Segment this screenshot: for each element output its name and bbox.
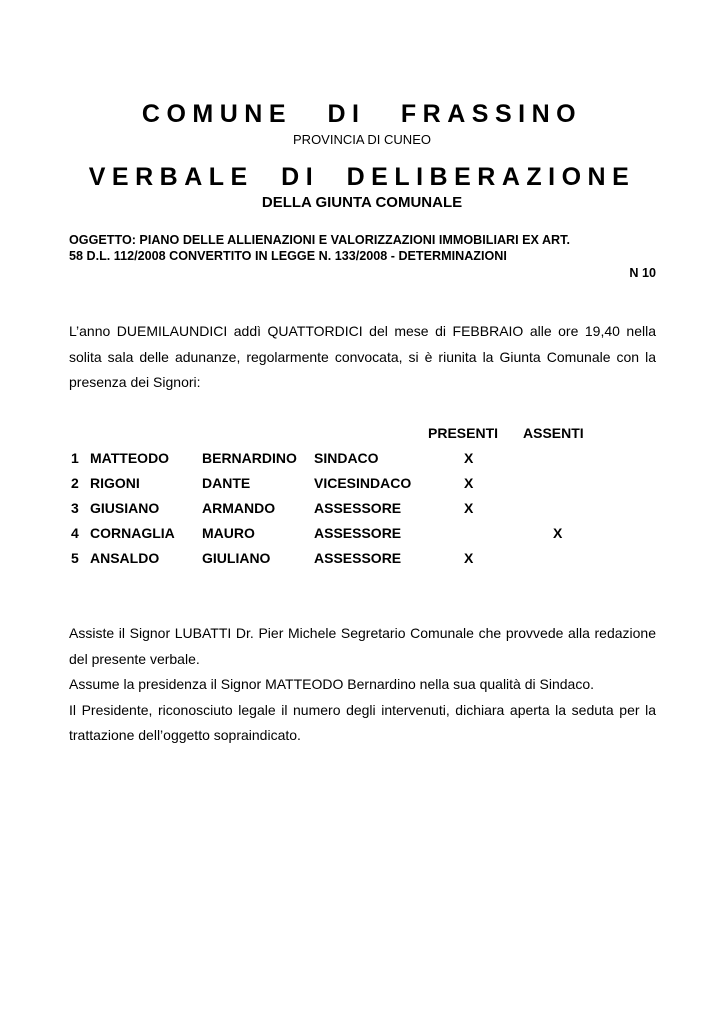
oggetto-line-2: 58 D.L. 112/2008 CONVERTITO IN LEGGE N. 133/2008 - DETERMINAZIONI bbox=[69, 249, 507, 263]
member-surname: RIGONI bbox=[90, 475, 140, 491]
member-number: 4 bbox=[71, 525, 79, 541]
member-row bbox=[0, 450, 724, 470]
member-presente-mark: X bbox=[464, 475, 474, 491]
provincia-subtitle: PROVINCIA DI CUNEO bbox=[293, 132, 431, 147]
member-row bbox=[0, 550, 724, 570]
giunta-subtitle: DELLA GIUNTA COMUNALE bbox=[261, 194, 463, 211]
member-role: ASSESSORE bbox=[314, 500, 402, 516]
member-number: 1 bbox=[71, 450, 79, 466]
deliberation-number: N 10 bbox=[629, 266, 656, 280]
member-surname: GIUSIANO bbox=[90, 500, 160, 516]
member-presente-mark: X bbox=[464, 550, 474, 566]
member-row bbox=[0, 500, 724, 520]
member-role: ASSESSORE bbox=[314, 525, 402, 541]
member-number: 3 bbox=[71, 500, 79, 516]
intro-text: L’anno DUEMILAUNDICI addì QUATTORDICI del mese di FEBBRAIO alle ore 19,40 nella solita sala delle adunanze, regolarmente convocata, si è riunita la Giunta Comunale con la presenza dei Signori: bbox=[69, 323, 656, 390]
member-role: SINDACO bbox=[314, 450, 379, 466]
intro-paragraph bbox=[69, 319, 656, 396]
member-presente-mark: X bbox=[464, 500, 474, 516]
member-surname: MATTEODO bbox=[90, 450, 170, 466]
session-open-paragraph: Il Presidente, riconosciuto legale il numero degli intervenuti, dichiara aperta la seduta per la trattazione dell’oggetto sopraindicato. bbox=[69, 701, 656, 743]
member-role: VICESINDACO bbox=[314, 475, 412, 491]
member-row bbox=[0, 475, 724, 495]
member-presente-mark: X bbox=[464, 450, 474, 466]
member-name: BERNARDINO bbox=[202, 450, 297, 466]
oggetto-line-1: OGGETTO: PIANO DELLE ALLIENAZIONI E VALORIZZAZIONI IMMOBILIARI EX ART. bbox=[69, 233, 570, 247]
member-surname: CORNAGLIA bbox=[90, 525, 175, 541]
member-row bbox=[0, 525, 724, 545]
closing-paragraphs bbox=[69, 621, 656, 749]
presidency-paragraph: Assume la presidenza il Signor MATTEODO Bernardino nella sua qualità di Sindaco. bbox=[69, 676, 594, 692]
assenti-header: ASSENTI bbox=[523, 425, 584, 441]
verbale-title: VERBALE DI DELIBERAZIONE bbox=[88, 163, 636, 191]
member-name: ARMANDO bbox=[202, 500, 276, 516]
comune-title: COMUNE DI FRASSINO bbox=[141, 100, 583, 128]
member-name: GIULIANO bbox=[202, 550, 271, 566]
member-assente-mark: X bbox=[553, 525, 563, 541]
member-number: 5 bbox=[71, 550, 79, 566]
member-role: ASSESSORE bbox=[314, 550, 402, 566]
member-surname: ANSALDO bbox=[90, 550, 160, 566]
presenti-header: PRESENTI bbox=[428, 425, 499, 441]
member-name: MAURO bbox=[202, 525, 255, 541]
member-number: 2 bbox=[71, 475, 79, 491]
member-name: DANTE bbox=[202, 475, 251, 491]
secretary-paragraph: Assiste il Signor LUBATTI Dr. Pier Michele Segretario Comunale che provvede alla redazione del presente verbale. bbox=[69, 625, 656, 667]
